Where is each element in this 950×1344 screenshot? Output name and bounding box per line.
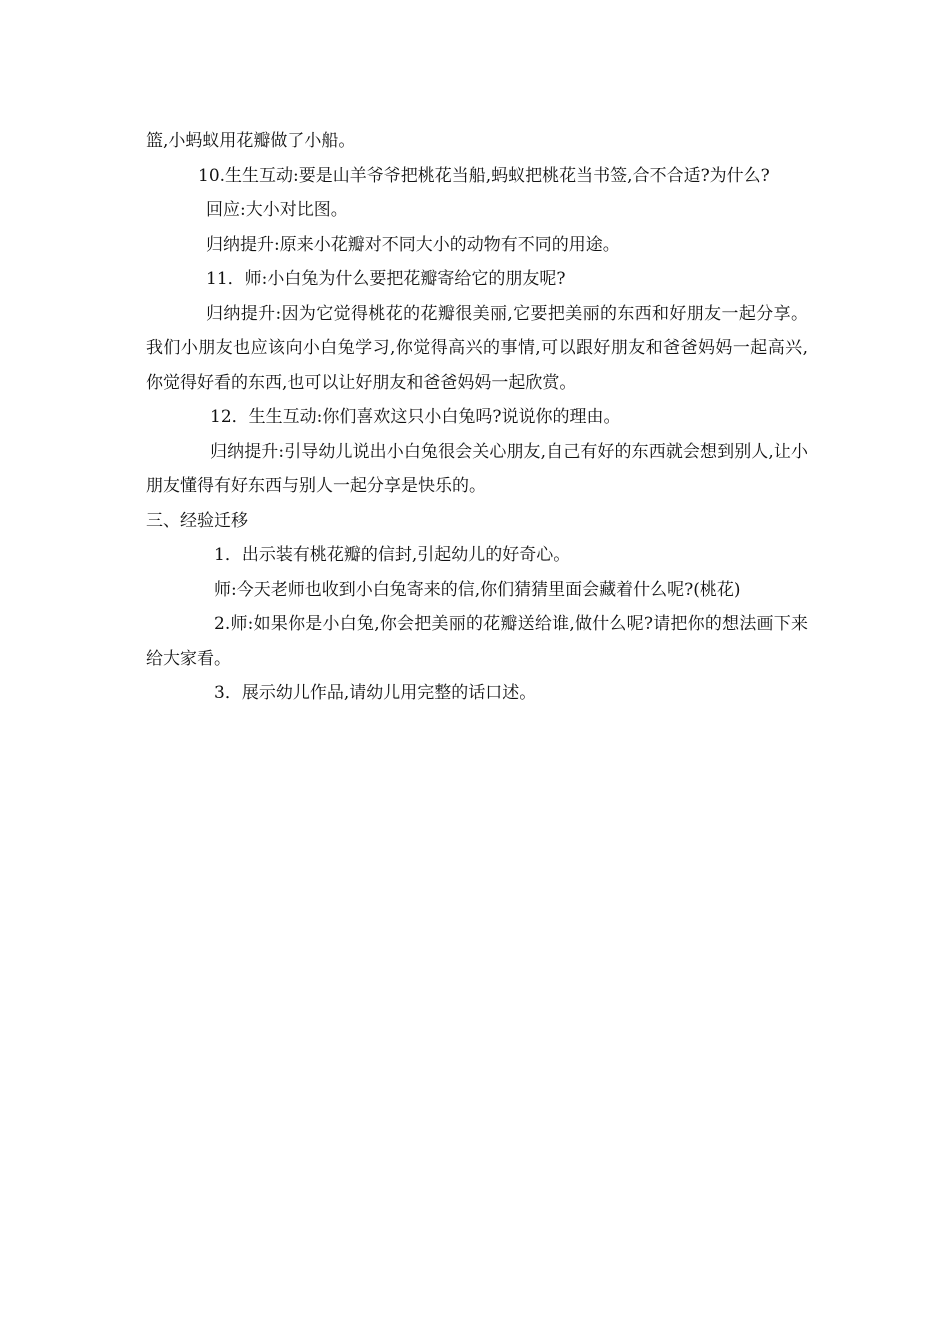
paragraph-summary-2: 归纳提升:因为它觉得桃花的花瓣很美丽,它要把美丽的东西和好朋友一起分享。我们小朋友也应该向小白兔学习,你觉得高兴的事情,可以跟好朋友和爸爸妈妈一起高兴,你觉得好看的东西,也可以让好朋友和爸爸妈妈一起欣赏。 <box>146 303 808 393</box>
paragraph-summary-3: 归纳提升:引导幼儿说出小白兔很会关心朋友,自己有好的东西就会想到别人,让小朋友懂得有好东西与别人一起分享是快乐的。 <box>146 441 808 496</box>
paragraph-teacher-line: 师:今天老师也收到小白兔寄来的信,你们猜猜里面会藏着什么呢?(桃花) <box>214 579 741 600</box>
paragraph-step-2: 2.师:如果你是小白兔,你会把美丽的花瓣送给谁,做什么呢?请把你的想法画下来给大家看。 <box>146 614 808 669</box>
paragraph-continuation: 篮,小蚂蚁用花瓣做了小船。 <box>146 131 356 151</box>
paragraph-step-1: 1．出示装有桃花瓣的信封,引起幼儿的好奇心。 <box>214 545 571 565</box>
paragraph-item-11: 11．师:小白兔为什么要把花瓣寄给它的朋友呢? <box>206 269 566 289</box>
section-heading: 三、经验迁移 <box>146 510 248 531</box>
paragraph-item-10: 10.生生互动:要是山羊爷爷把桃花当船,蚂蚁把桃花当书签,合不合适?为什么? <box>198 165 770 186</box>
paragraph-response: 回应:大小对比图。 <box>206 200 348 220</box>
paragraph-step-3: 3．展示幼儿作品,请幼儿用完整的话口述。 <box>214 683 537 703</box>
document-body <box>146 124 808 711</box>
paragraph-item-12: 12．生生互动:你们喜欢这只小白兔吗?说说你的理由。 <box>210 407 621 427</box>
paragraph-summary-1: 归纳提升:原来小花瓣对不同大小的动物有不同的用途。 <box>206 234 620 255</box>
